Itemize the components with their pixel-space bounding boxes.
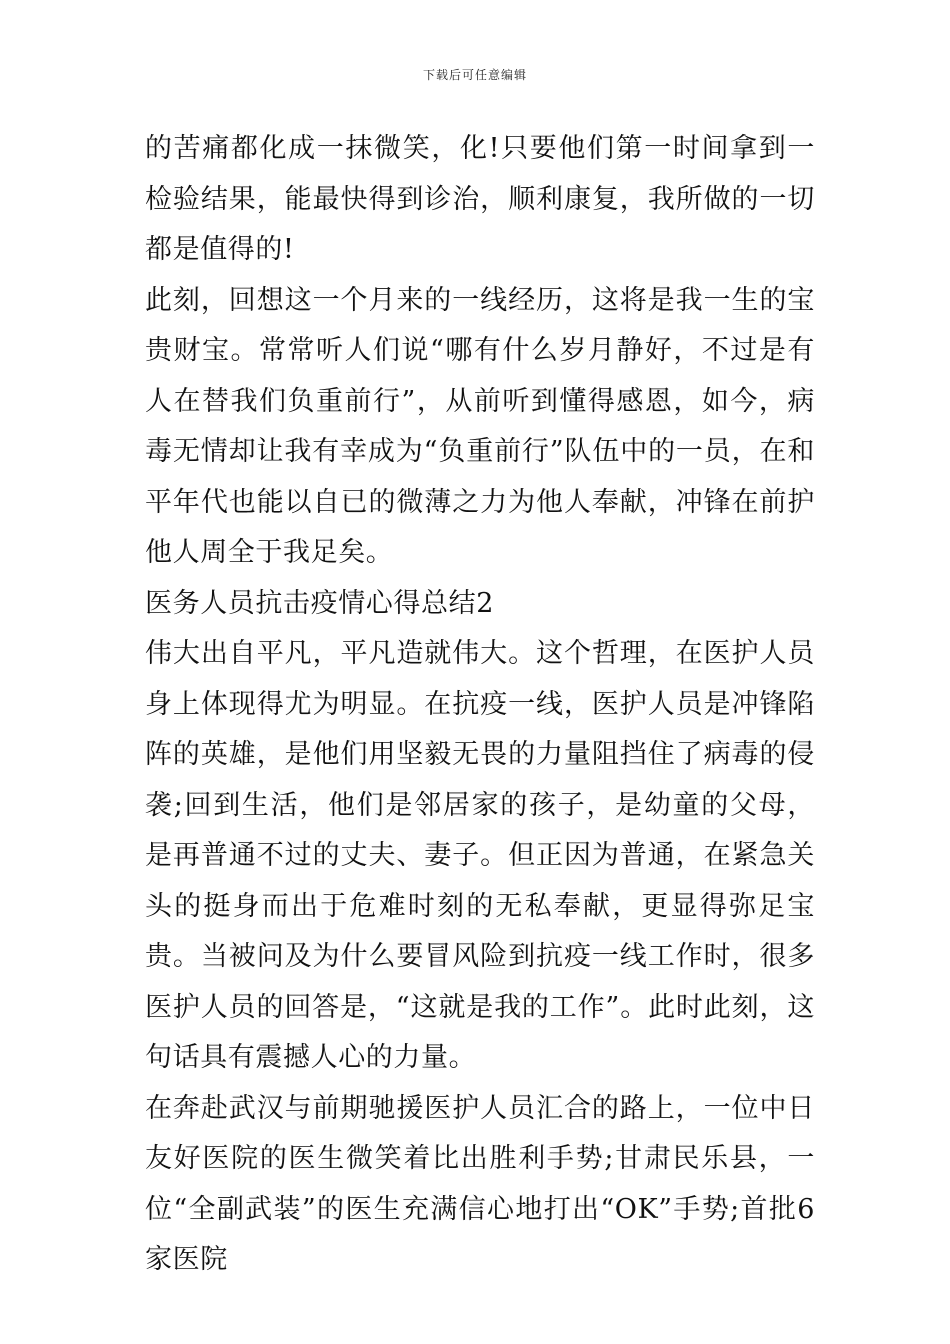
paragraph-3: 伟大出自平凡，平凡造就伟大。这个哲理，在医护人员身上体现得尤为明显。在抗疫一线，医护人员是冲锋陷阵的英雄，是他们用坚毅无畏的力量阻挡住了病毒的侵袭;回到生活，他们是邻居家的孩子，是幼童的父母，是再普通不过的丈夫、妻子。但正因为普通，在紧急关头的挺身而出于危难时刻的无私奉献，更显得弥足宝贵。当被问及为什么要冒风险到抗疫一线工作时，很多医护人员的回答是，“这就是我的工作”。此时此刻，这句话具有震撼人心的力量。: [145, 638, 815, 1073]
paragraph-2: 此刻，回想这一个月来的一线经历，这将是我一生的宝贵财宝。常常听人们说“哪有什么岁月静好，不过是有人在替我们负重前行”，从前听到懂得感恩，如今，病毒无情却让我有幸成为“负重前行”队伍中的一员，在和平年代也能以自已的微薄之力为他人奉献，冲锋在前护他人周全于我足矣。: [145, 284, 815, 568]
paragraph-1: 的苦痛都化成一抹微笑，化!只要他们第一时间拿到一检验结果，能最快得到诊治，顺利康复，我所做的一切都是值得的!: [145, 133, 815, 265]
section-title: 医务人员抗击疫情心得总结2: [145, 587, 494, 619]
page-header: 下载后可任意编辑: [422, 68, 527, 82]
paragraph-4: 在奔赴武汉与前期驰援医护人员汇合的路上，一位中日友好医院的医生微笑着比出胜利手势;甘肃民乐县，一位“全副武装”的医生充满信心地打出“OK”手势;首批6家医院: [145, 1092, 815, 1275]
document-body: [145, 124, 815, 1286]
